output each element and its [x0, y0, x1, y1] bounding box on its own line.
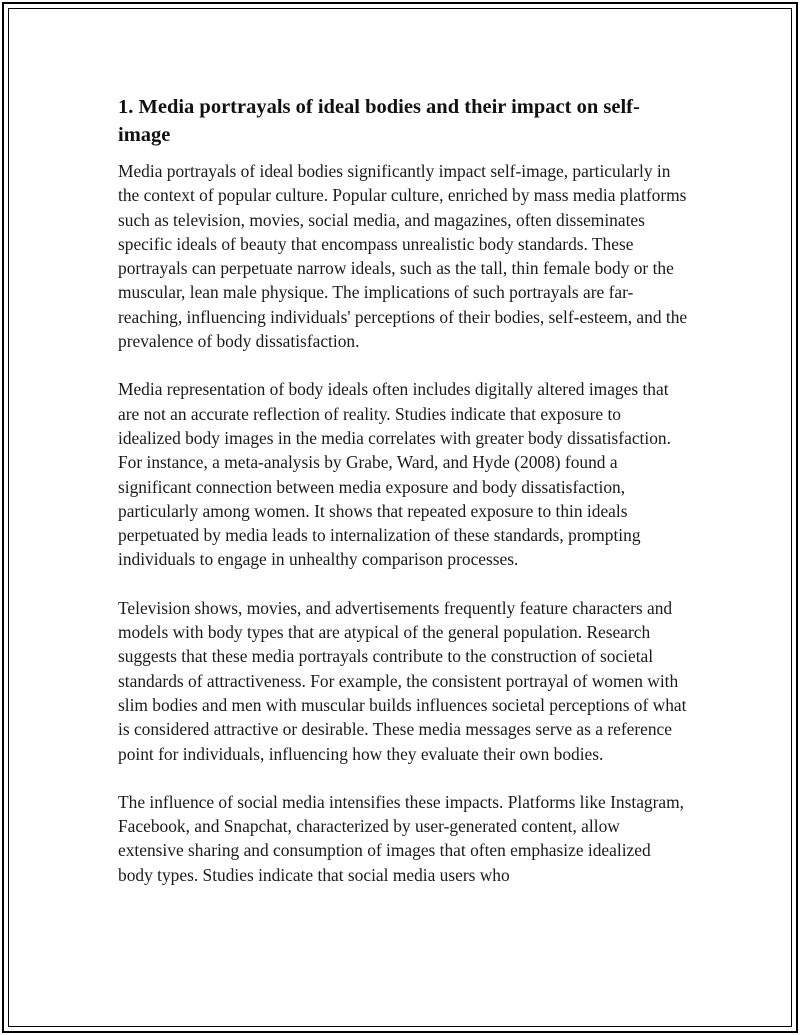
section-heading: 1. Media portrayals of ideal bodies and their impact on self-image — [118, 96, 640, 146]
paragraph-1: Media portrayals of ideal bodies significantly impact self-image, particularly in the context of popular culture. Popular culture, enriched by mass media platforms such as television, movies, social media, and magazines, often disseminates specific ideals of beauty that encompass unrealistic body standards. These portrayals can perpetuate narrow ideals, such as the tall, thin female body or the muscular, lean male physique. The implications of such portrayals are far-reaching, influencing individuals' perceptions of their bodies, self-esteem, and the prevalence of body dissatisfaction. — [118, 161, 688, 352]
paragraph-3: Television shows, movies, and advertisements frequently feature characters and models with body types that are atypical of the general population. Research suggests that these media portrayals contribute to the construction of societal standards of attractiveness. For example, the consistent portrayal of women with slim bodies and men with muscular builds influences societal perceptions of what is considered attractive or desirable. These media messages serve as a reference point for individuals, influencing how they evaluate their own bodies. — [118, 597, 687, 764]
document-body — [118, 93, 688, 911]
paragraph-4: The influence of social media intensifies these impacts. Platforms like Instagram, Facebook, and Snapchat, characterized by user-generated content, allow extensive sharing and consumption of images that often emphasize idealized body types. Studies indicate that social media users who — [118, 791, 684, 885]
paragraph-2: Media representation of body ideals often includes digitally altered images that are not an accurate reflection of reality. Studies indicate that exposure to idealized body images in the media correlates with greater body dissatisfaction. For instance, a meta-analysis by Grabe, Ward, and Hyde (2008) found a significant connection between media exposure and body dissatisfaction, particularly among women. It shows that repeated exposure to thin ideals perpetuated by media leads to internalization of these standards, prompting individuals to engage in unhealthy comparison processes. — [118, 379, 671, 570]
